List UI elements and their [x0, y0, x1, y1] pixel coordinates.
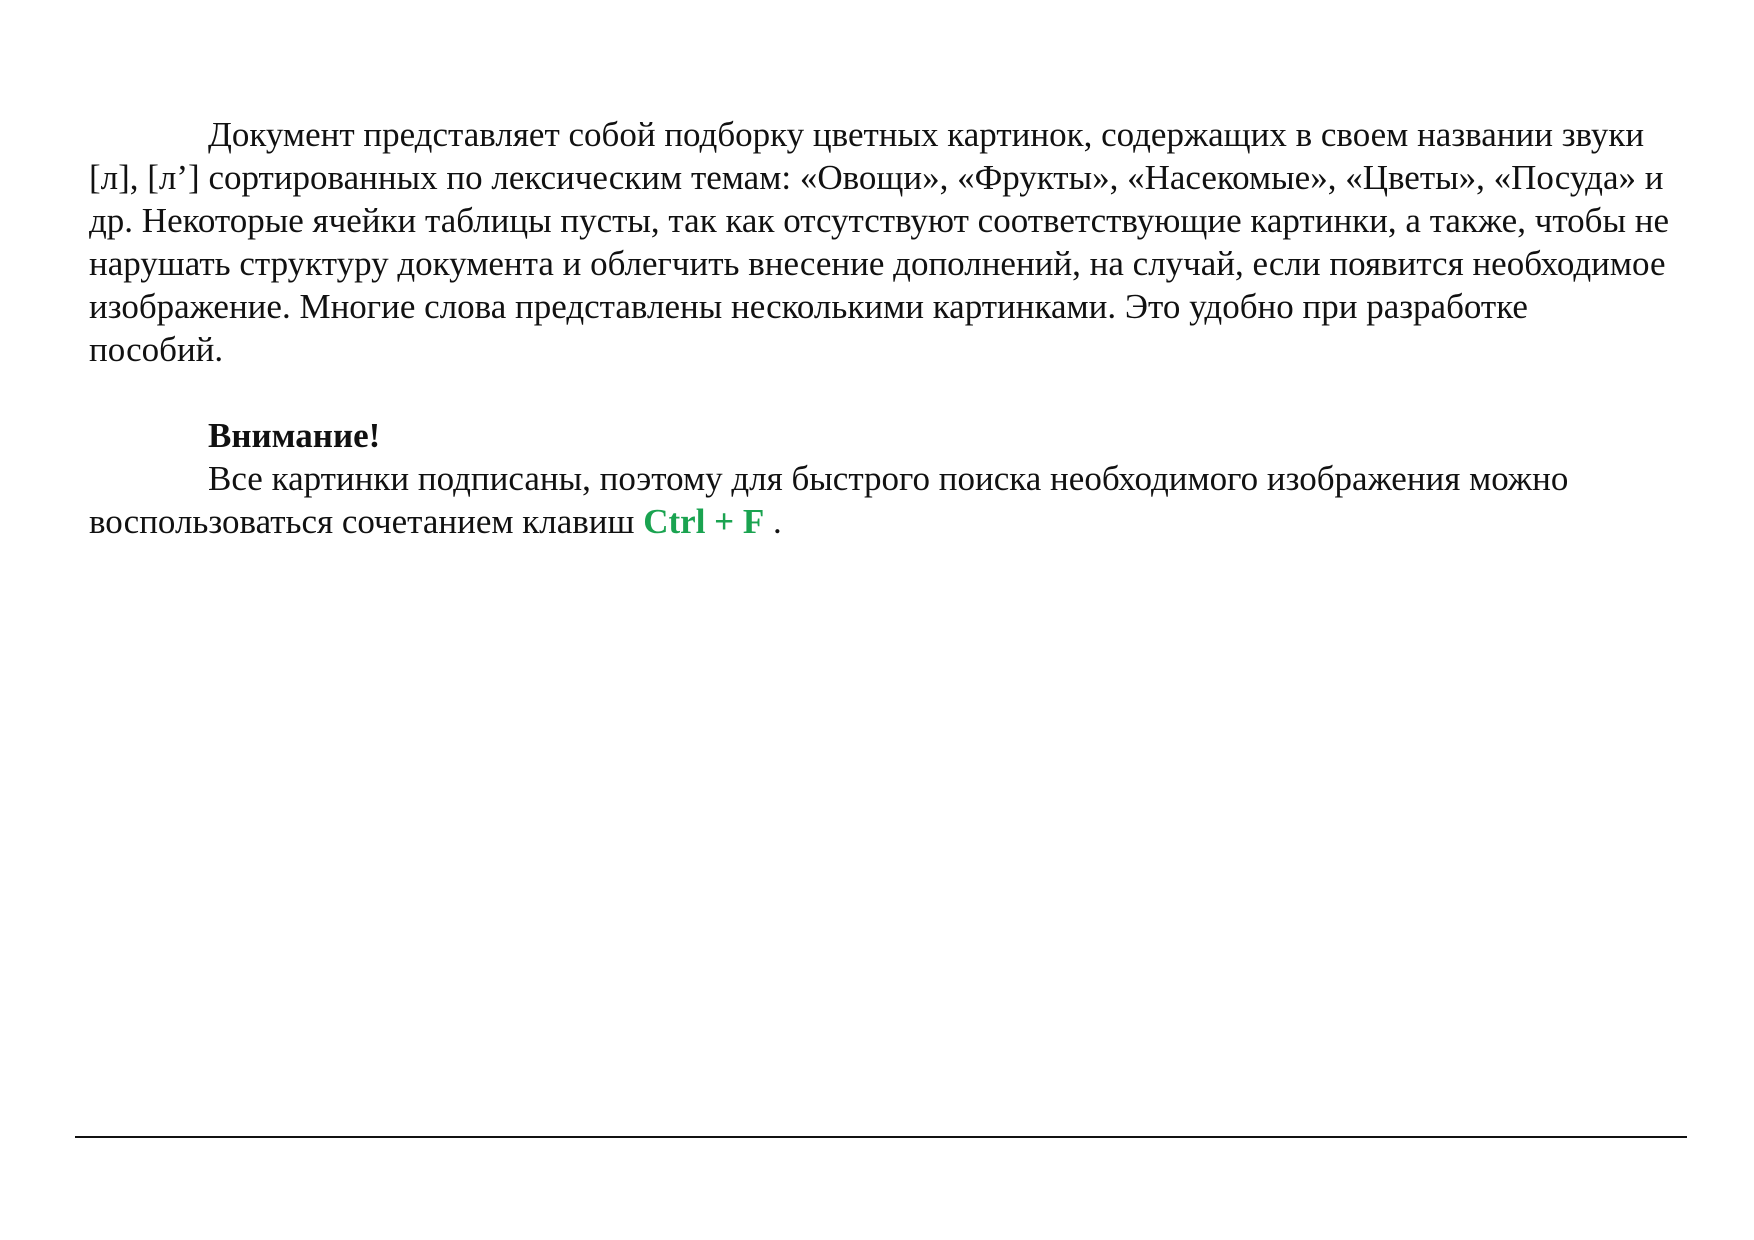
attention-heading: Внимание! [208, 416, 381, 455]
hotkey-label: Ctrl + F [643, 502, 765, 541]
paragraph-spacer [89, 371, 1669, 414]
document-body [89, 113, 1669, 543]
intro-paragraph: Документ представляет собой подборку цветных картинок, содержащих в своем названии звуки [л], [л’] сортированных по лексическим темам: «Овощи», «Фрукты», «Насекомые», «Цветы», «Посуда» и др. Некоторые ячейки таблицы пусты, так как отсутствуют соответствующие картинки, а также, чтобы не нарушать структуру документа и облегчить внесение дополнений, на случай, если появится необходимое изображение. Многие слова представлены несколькими картинками. Это удобно при разработке пособий. [89, 115, 1669, 369]
footer-divider [75, 1136, 1687, 1138]
attention-text: Все картинки подписаны, поэтому для быстрого поиска необходимого изображения можно воспользоваться сочетанием клавиш [89, 459, 1569, 541]
attention-paragraph [89, 457, 1669, 543]
hotkey-suffix: . [773, 502, 782, 541]
